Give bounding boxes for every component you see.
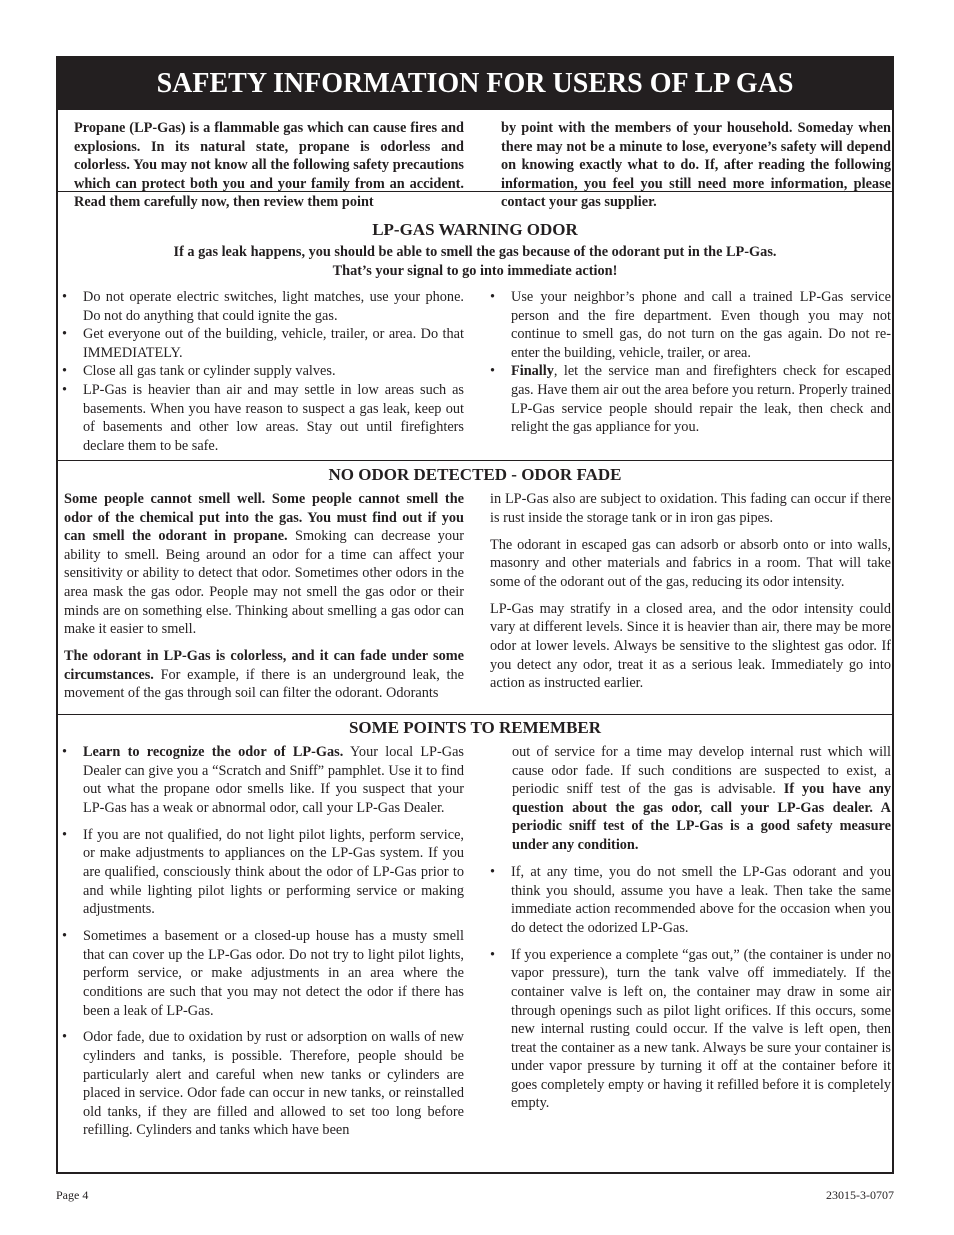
- list-item: • LP-Gas is heavier than air and may settle in low areas such as basements. When you have reason to suspect a gas leak, keep out of basements and other low areas. Stay out until firefighters declare them to be safe.: [62, 381, 464, 455]
- page-title: SAFETY INFORMATION FOR USERS OF LP GAS: [58, 58, 892, 110]
- divider-1: [58, 191, 892, 192]
- noodor-p1: [64, 490, 464, 639]
- divider-2: [58, 460, 892, 461]
- points-right: [490, 743, 891, 1121]
- list-item: [62, 743, 464, 817]
- noodor-left: [64, 490, 464, 711]
- list-item-continued: [490, 743, 891, 855]
- noodor-right: [490, 490, 891, 701]
- noodor-p1-bold: Some people cannot smell well. Some people cannot smell the odor of the chemical put into the gas. You must find out if you can smell the odorant in propane.: [64, 491, 464, 545]
- points-l1-bold: Learn to recognize the odor of LP-Gas.: [83, 744, 344, 760]
- noodor-heading: NO ODOR DETECTED - ODOR FADE: [328, 465, 622, 484]
- noodor-r2: The odorant in escaped gas can adsorb or absorb onto or into walls, masonry and other materials and fabrics in a room. That will take some of the odorant out of the gas, reducing its odor intensity.: [490, 536, 891, 590]
- list-item: • If you are not qualified, do not light pilot lights, perform service, or make adjustments to appliances on the LP-Gas system. If you are qualified, consciously think about the odor of LP-Gas prior to and while lighting pilot lights or performing service or making adjustments.: [62, 826, 464, 919]
- list-item: • Do not operate electric switches, light matches, use your phone. Do not do anything that could ignite the gas.: [62, 288, 464, 325]
- noodor-p1-rest: Smoking can decrease your ability to smell. Being around an odor for a time can affect your sensitivity or ability to detect that odor. Sometimes other odors in the area mask the gas odor. People may not smell the gas odor or their minds are on something else. Thinking about smelling a gas odor can make it easier to smell.: [64, 528, 464, 638]
- points-heading: SOME POINTS TO REMEMBER: [348, 718, 602, 737]
- list-item: • Use your neighbor’s phone and call a trained LP-Gas service person and the fire department. Even though you may not continue to smell gas, do not turn on the gas again. Do not re-enter the building, vehicle, trailer, or area.: [490, 288, 891, 362]
- points-r0-rest: out of service for a time may develop internal rust which will cause odor fade. If such conditions are suspected to exist, a periodic sniff test of the gas is advisable.: [512, 744, 891, 798]
- intro-left: Propane (LP-Gas) is a flammable gas which can cause fires and explosions. In its natural state, propane is odorless and colorless. You may not know all the following safety precautions which can protect both you and your family from an accident. Read them carefully now, then review them point: [74, 120, 464, 211]
- points-r0-bold: If you have any question about the gas odor, call your LP-Gas dealer. A periodic sniff test of the LP-Gas is a good safety measure under any condition.: [512, 781, 891, 853]
- footer-page: Page 4: [56, 1188, 89, 1202]
- points-l1-rest: Your local LP-Gas Dealer can give you a “Scratch and Sniff” pamphlet. Use it to find out what the propane odor smells like. If you suspect that your LP-Gas has a weak or abnormal odor, call your LP-Gas Dealer.: [83, 744, 464, 816]
- warning-left-list: [62, 288, 464, 455]
- footer-code: 23015-3-0707: [826, 1188, 894, 1202]
- list-item: • If, at any time, you do not smell the LP-Gas odorant and you think you should, assume you have a leak. Then take the same immediate action recommended above for the occasion when you do detect the odorized LP-Gas.: [490, 863, 891, 937]
- noodor-r3: LP-Gas may stratify in a closed area, and the odor intensity could vary at different levels. Since it is heavier than air, there may be more odor at lower levels. Always be sensitive to the slightest gas odor. If you detect any odor, treat it as a serious leak. Immediately go into action as instructed earlier.: [490, 600, 891, 692]
- warning-heading: LP-GAS WARNING ODOR: [372, 220, 578, 239]
- list-item: [490, 362, 891, 436]
- warning-line-1: If a gas leak happens, you should be able to smell the gas because of the odorant put in the LP-Gas.: [173, 244, 777, 260]
- divider-3: [58, 714, 892, 715]
- warning-right-list: [490, 288, 891, 437]
- points-left: [62, 743, 464, 1140]
- list-item: • If you experience a complete “gas out,” (the container is under no vapor pressure), turn the tank valve off immediately. If the container valve is left on, the container may draw in some air through openings such as pilot light orifices. If this occurs, some new internal rusting could occur. If the valve is left open, then treat the container as a new tank. Always be sure your container is under vapor pressure by turning it off at the container before it goes completely empty or having it refilled before it is completely empty.: [490, 946, 891, 1113]
- finally-text: , let the service man and firefighters check for escaped gas. Have them air out the area before you return. Properly trained LP-Gas service people should repair the leak, then check and relight the gas appliance for you.: [511, 363, 891, 436]
- noodor-p2: [64, 647, 464, 703]
- finally-label: Finally: [511, 363, 554, 380]
- warning-line-2: That’s your signal to go into immediate action!: [332, 263, 618, 279]
- list-item: • Sometimes a basement or a closed-up house has a musty smell that can cover up the LP-Gas odor. Do not try to light pilot lights, perform service, or make adjustments in an area where the conditions are such that you may not detect the odor if there has been a leak of LP-Gas.: [62, 927, 464, 1020]
- noodor-r1: in LP-Gas also are subject to oxidation. This fading can occur if there is rust inside the storage tank or in iron gas pipes.: [490, 491, 891, 526]
- list-item: • Odor fade, due to oxidation by rust or adsorption on walls of new cylinders and tanks, is possible. Therefore, people should be particularly alert and careful when new tanks or cylinders are placed in service. Odor fade can occur in new tanks, or reinstalled old tanks, if they are filled and allowed to set too long before refilling. Cylinders and tanks which have been: [62, 1028, 464, 1140]
- list-item: • Close all gas tank or cylinder supply valves.: [62, 362, 464, 381]
- list-item: • Get everyone out of the building, vehicle, trailer, or area. Do that IMMEDIATELY.: [62, 325, 464, 362]
- intro-right: by point with the members of your household. Someday when there may not be a minute to lose, everyone’s safety will depend on knowing exactly what to do. If, after reading the following information, you feel you still need more information, please contact your gas supplier.: [501, 120, 891, 211]
- noodor-p2-bold: The odorant in LP-Gas is colorless, and it can fade under some circumstances.: [64, 648, 464, 683]
- noodor-p2-rest: For example, if there is an underground leak, the movement of the gas through soil can filter the odorant. Odorants: [64, 666, 464, 702]
- page-frame: [56, 56, 894, 1174]
